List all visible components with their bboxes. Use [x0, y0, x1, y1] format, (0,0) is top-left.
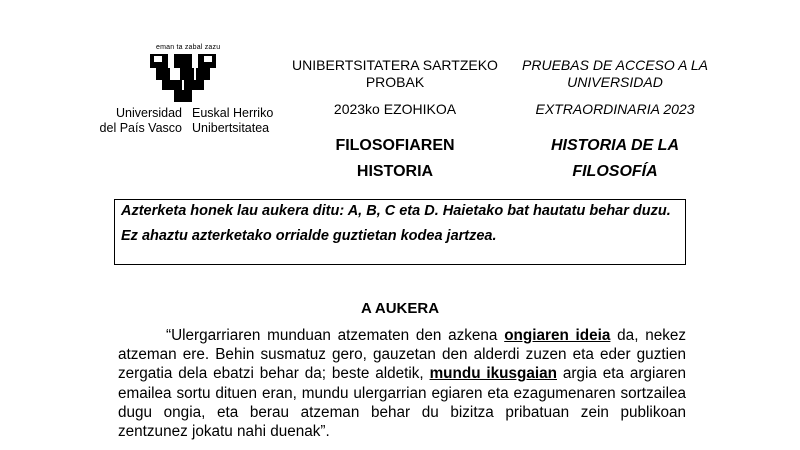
subject-title-line2: HISTORIA: [356, 163, 434, 180]
subject-title-line2: FILOSOFÍA: [572, 163, 658, 180]
exam-session: 2023ko EZOHIKOA: [333, 101, 457, 117]
instructions-line1: Azterketa honek lau aukera ditu: A, B, C eta D. Haietako bat hautatu behar duzu.: [121, 203, 671, 219]
quote-text: “Ulergarriaren munduan atzematen den azkena: [166, 327, 505, 344]
exam-name-line1: UNIBERTSITATERA SARTZEKO: [292, 57, 498, 73]
exam-name-line1: PRUEBAS DE ACCESO A LA: [522, 57, 708, 73]
quote-text: argia eta argiaren emailea sortu dituen eran, mundu ulergarrian egiaren eta ezagumenaren sortzailea dugu ongia, eta berau atzeman behar du bizitza pribatuan zein publikoan zentzunez jokatu nahi duenak”.: [118, 365, 687, 441]
section-title: A AUKERA: [360, 300, 440, 317]
exam-name-line2: PROBAK: [365, 74, 425, 90]
subject-title-line1: HISTORIA DE LA: [550, 137, 679, 154]
logo-text-es: [82, 106, 182, 136]
key-term: ongiaren ideia: [504, 327, 611, 344]
logo-text-eu-line2: Unibertsitatea: [192, 121, 270, 135]
logo-text-eu-line1: Euskal Herriko: [192, 106, 274, 120]
exam-name-line2: UNIVERSIDAD: [567, 74, 663, 90]
key-term: mundu ikusgaian: [429, 365, 557, 383]
quote-paragraph: [118, 326, 686, 441]
logo-slogan: eman ta zabal zazu: [156, 44, 221, 51]
logo-text-eu: [192, 106, 292, 136]
instructions-box: [114, 199, 686, 265]
exam-session: EXTRAORDINARIA 2023: [535, 101, 695, 117]
quote-text: da, nekez atzeman ere. Behin susmatuz gero, gauzetan den alderdi zuzen eta eder guztien zergatia dela ebatzi behar da; beste aldetik,: [118, 327, 687, 383]
subject-title-line1: FILOSOFIAREN: [335, 137, 455, 154]
tree-emblem-icon: [150, 54, 216, 102]
logo-text-es-line1: Universidad: [115, 106, 182, 120]
logo-text-es-line2: del País Vasco: [99, 121, 182, 135]
instructions-line2: Ez ahaztu azterketako orrialde guztietan kodea jartzea.: [121, 228, 497, 244]
